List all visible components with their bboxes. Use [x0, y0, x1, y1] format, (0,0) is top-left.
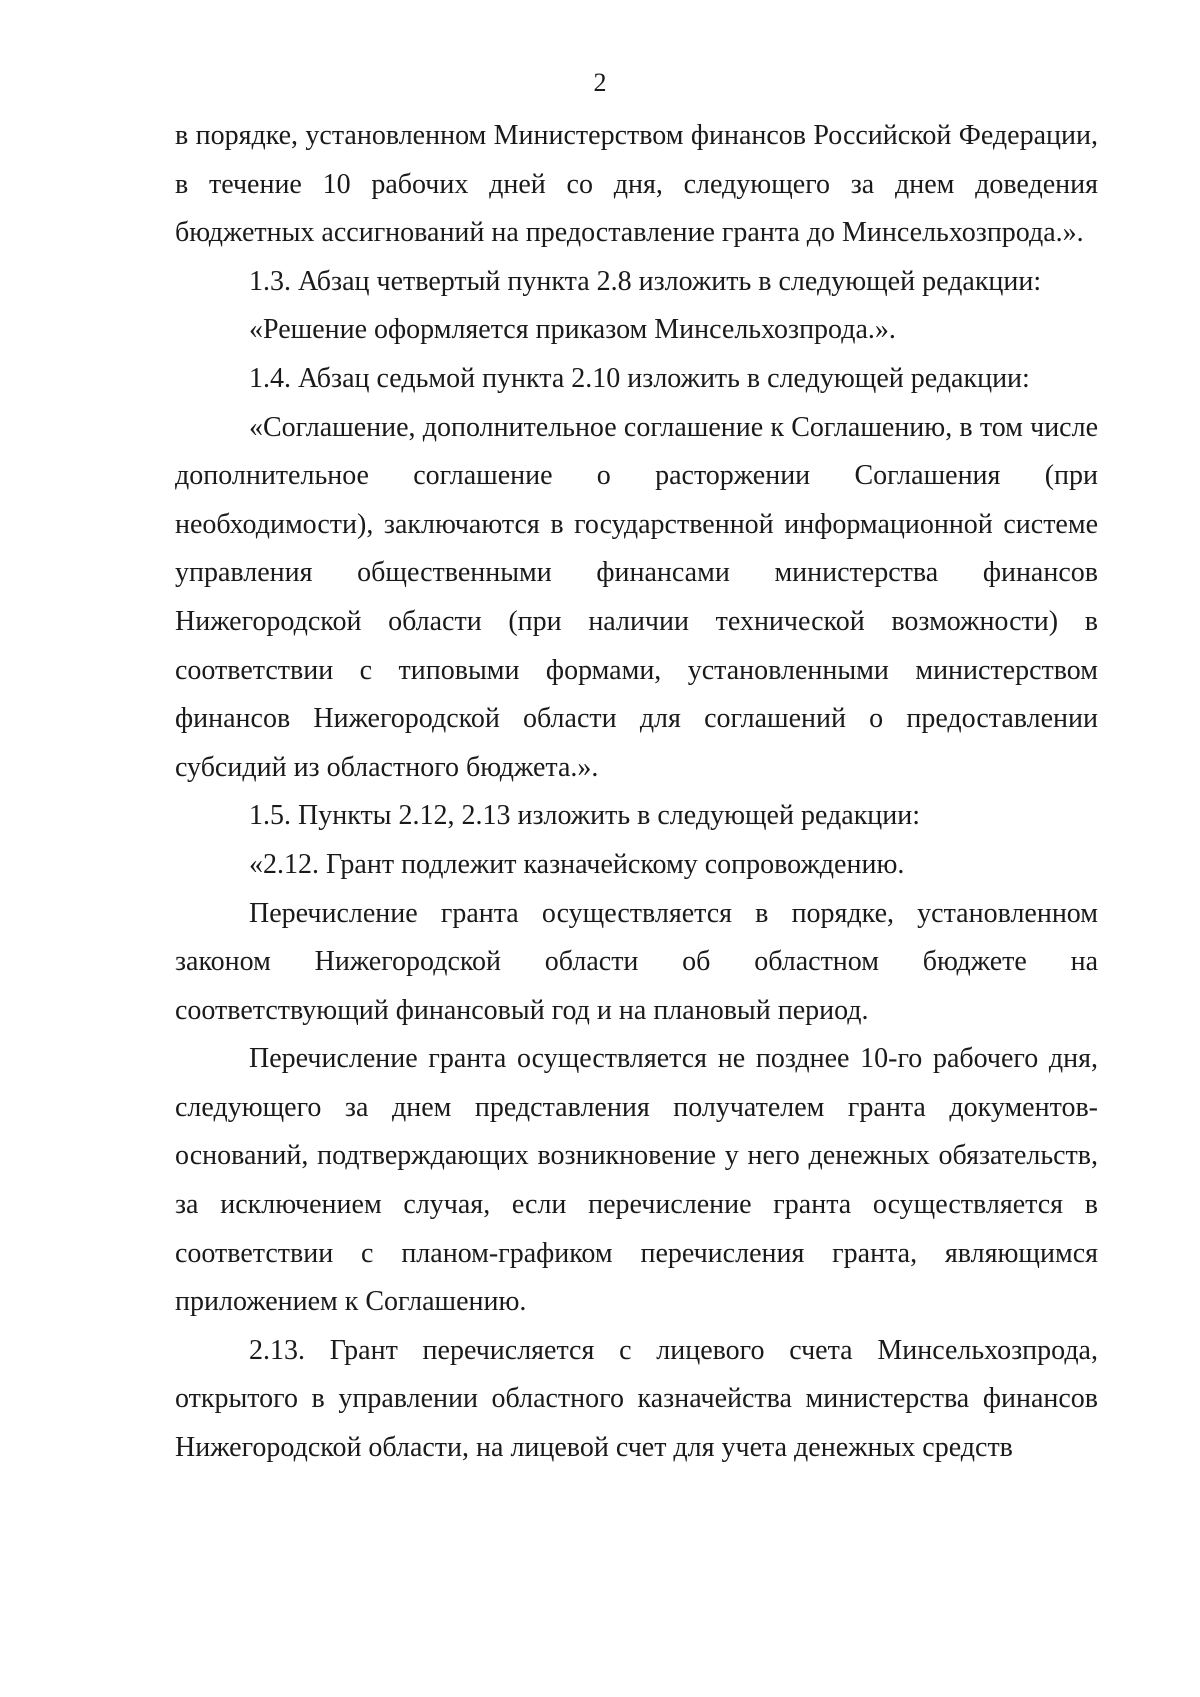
- document-body: [175, 112, 1098, 1473]
- paragraph-item-2-12: «2.12. Грант подлежит казначейскому сопровождению.: [249, 848, 905, 880]
- paragraph-item-1-3-quote: «Решение оформляется приказом Минсельхозпрода.».: [249, 314, 896, 346]
- paragraph-item-1-4-quote: «Соглашение, дополнительное соглашение к Соглашению, в том числе дополнительное соглашение о расторжении Соглашения (при необходимости), заключаются в государственной информационной системе управления общественными финансами министерства финансов Нижегородской области (при наличии технической возможности) в соответствии с типовыми формами, установленными министерством финансов Нижегородской области для соглашений о предоставлении субсидий из областного бюджета.».: [175, 411, 1098, 783]
- paragraph-item-2-13: 2.13. Грант перечисляется с лицевого счета Минсельхозпрода, открытого в управлении областного казначейства министерства финансов Нижегородской области, на лицевой счет для учета денежных средств: [175, 1334, 1098, 1464]
- paragraph-item-1-5: 1.5. Пункты 2.12, 2.13 изложить в следующей редакции:: [249, 800, 921, 832]
- page-number: 2: [593, 68, 607, 97]
- paragraph-continuation: в порядке, установленном Министерством финансов Российской Федерации, в течение 10 рабочих дней со дня, следующего за днем доведения бюджетных ассигнований на предоставление гранта до Минсельхозпрода.».: [175, 120, 1098, 249]
- paragraph-item-1-4: 1.4. Абзац седьмой пункта 2.10 изложить в следующей редакции:: [249, 362, 1030, 394]
- paragraph-item-1-3: 1.3. Абзац четвертый пункта 2.8 изложить в следующей редакции:: [249, 265, 1042, 297]
- paragraph-item-2-12-deadline: Перечисление гранта осуществляется не позднее 10-го рабочего дня, следующего за днем представления получателем гранта документов-оснований, подтверждающих возникновение у него денежных обязательств, за исключением случая, если перечисление гранта осуществляется в соответствии с планом-графиком перечисления гранта, являющимся приложением к Соглашению.: [175, 1043, 1098, 1318]
- paragraph-item-2-12-transfer: Перечисление гранта осуществляется в порядке, установленном законом Нижегородской области об областном бюджете на соответствующий финансовый год и на плановый период.: [175, 897, 1098, 1026]
